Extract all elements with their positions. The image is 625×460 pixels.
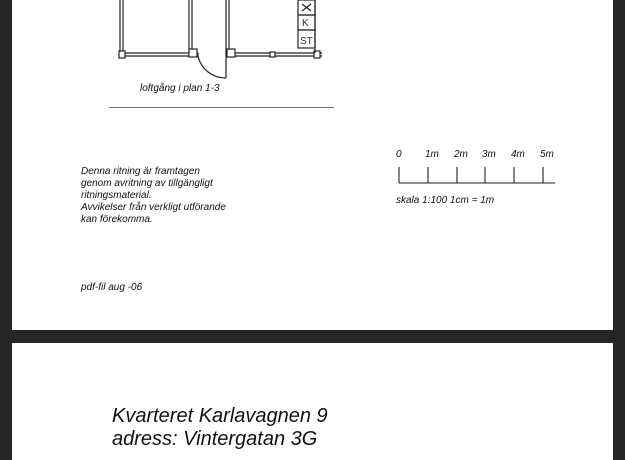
disclaimer-line: Denna ritning är framtagen <box>81 166 200 177</box>
scale-label-5m: 5m <box>540 149 554 160</box>
property-name: Kvarteret Karlavagnen 9 <box>112 405 328 427</box>
scale-label-3m: 3m <box>482 149 496 160</box>
property-address: adress: Vintergatan 3G <box>112 428 318 450</box>
room-label-kitchen: K <box>302 18 309 29</box>
disclaimer-line: kan förekomma. <box>81 214 153 225</box>
floor-plan <box>12 0 613 110</box>
pdf-note: pdf-fil aug -06 <box>81 282 143 293</box>
room-label-storage: ST <box>300 36 313 47</box>
divider-line <box>109 107 334 108</box>
property-title <box>112 405 328 451</box>
scale-label-4m: 4m <box>511 149 525 160</box>
disclaimer-line: genom avritning av tillgängligt <box>81 178 213 189</box>
scale-label-0: 0 <box>396 149 402 160</box>
disclaimer-line: Avvikelser från verkligt utförande <box>81 202 226 213</box>
disclaimer-text <box>81 166 226 226</box>
disclaimer-line: ritningsmaterial. <box>81 190 152 201</box>
scale-label-1m: 1m <box>425 149 439 160</box>
document-page-1 <box>12 0 613 330</box>
scale-label-2m: 2m <box>454 149 468 160</box>
scale-ruler <box>392 165 562 187</box>
plan-caption: loftgång i plan 1-3 <box>140 83 220 94</box>
scale-caption: skala 1:100 1cm = 1m <box>396 195 495 206</box>
document-page-2 <box>12 343 613 460</box>
